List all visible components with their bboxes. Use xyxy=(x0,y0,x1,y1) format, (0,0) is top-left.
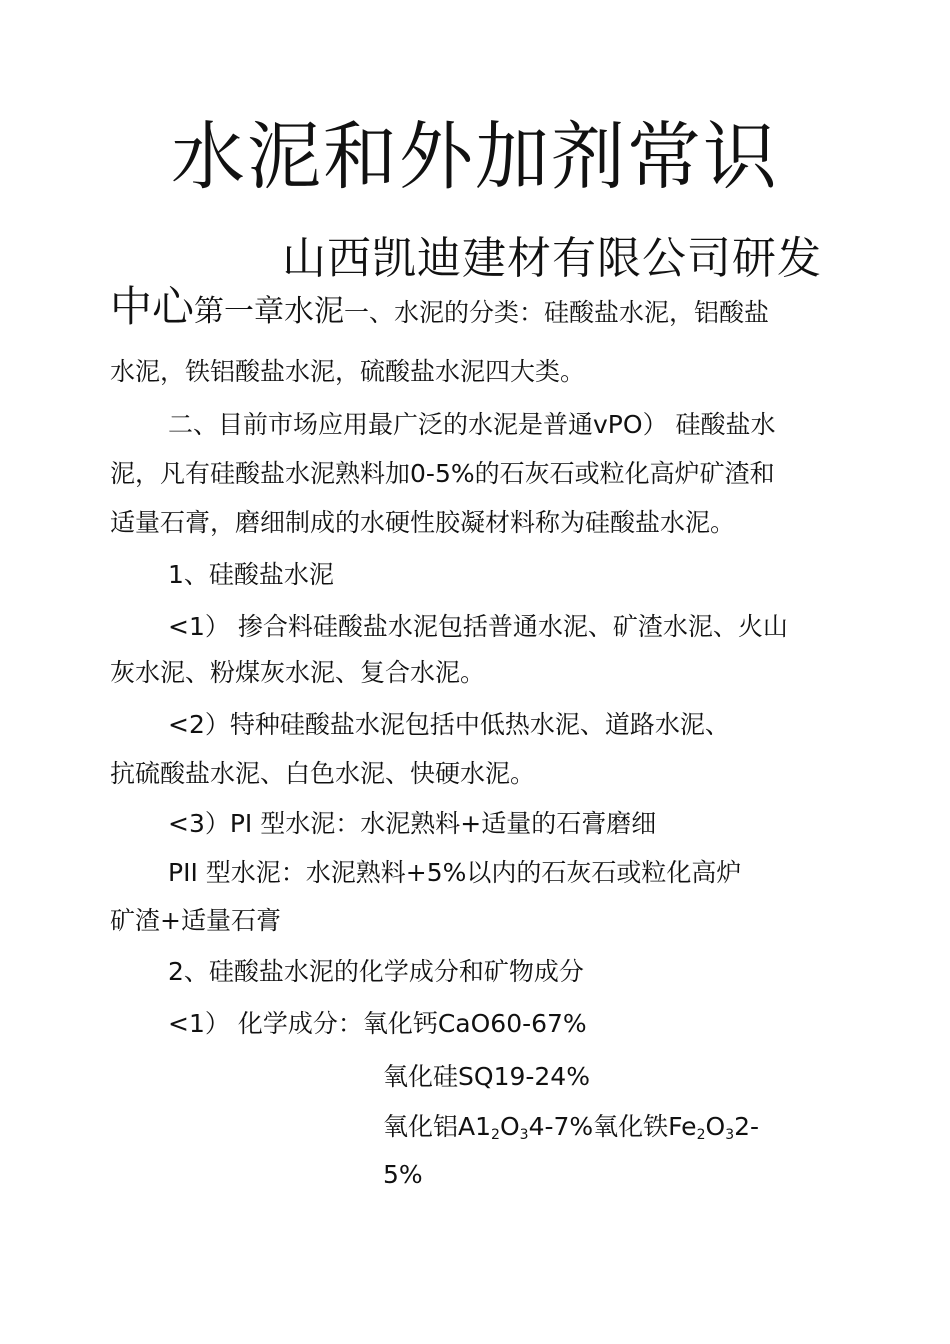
paragraph-2-line-3: 适量石膏，磨细制成的水硬性胶凝材料称为硅酸盐水泥。 xyxy=(110,508,736,537)
section-2-title: 、硅酸盐水泥的化学成分和矿物成分 xyxy=(183,957,584,986)
chemical-label-fe2o3: 氧化铁 xyxy=(593,1112,669,1141)
section-1-heading xyxy=(168,558,334,592)
chemical-formula-al2o3: $A1_2O_34-7\%$ xyxy=(458,1112,594,1143)
organization-name: 山西凯迪建材有限公司研发 xyxy=(282,233,822,284)
item-2-continuation: 抗硫酸盐水泥、白色水泥、快硬水泥。 xyxy=(110,759,536,788)
chemical-line-4: 5% xyxy=(383,1160,423,1189)
pii-tail: 以内的石灰石或粒化高炉 xyxy=(466,858,742,887)
item-1-line xyxy=(168,610,788,644)
chemical-formula-fe2o3: $Fe_2O_32-$ xyxy=(668,1112,760,1143)
document-title: 水泥和外加剂常识 xyxy=(171,114,779,200)
paragraph-2-text-end: 硅酸盐水 xyxy=(675,410,776,439)
paragraph-1-start: 一、水泥的分类：硅酸盐水泥，铝酸盐 xyxy=(344,298,770,327)
item-3-text: 型水泥：水泥熟料 xyxy=(260,809,461,838)
chapter-heading: 第一章水泥 xyxy=(194,294,345,329)
chemical-line-2 xyxy=(383,1060,590,1094)
paragraph-2-line-2 xyxy=(110,457,775,491)
chemical-label: 化学成分：氧化钙 xyxy=(237,1009,438,1038)
pii-text: 型水泥：水泥熟料+ xyxy=(205,858,427,887)
section-1-title: 、硅酸盐水泥 xyxy=(183,560,334,589)
chemical-line-1 xyxy=(168,1007,587,1041)
paragraph-2-line-1 xyxy=(168,408,776,442)
item-2-line xyxy=(168,708,730,742)
chemical-value-cao: CaO60-67% xyxy=(437,1009,587,1038)
chemical-label-al2o3: 氧化铝 xyxy=(383,1112,459,1141)
item-2-number: <2 xyxy=(168,710,205,739)
section-2-heading xyxy=(168,955,584,989)
chapter-line xyxy=(110,282,770,331)
paragraph-1-end: 水泥，铁铝酸盐水泥，硫酸盐水泥四大类。 xyxy=(110,357,586,386)
chemical-line-3 xyxy=(383,1110,759,1144)
chemical-number: <1） xyxy=(168,1009,230,1038)
item-1-continuation: 灰水泥、粉煤灰水泥、复合水泥。 xyxy=(110,658,486,687)
item-3-tail: 适量的石膏磨细 xyxy=(481,809,657,838)
item-1-number: <1） xyxy=(168,612,230,641)
section-2-number: 2 xyxy=(168,957,184,986)
section-1-number: 1 xyxy=(168,560,184,589)
item-3-line xyxy=(168,807,656,841)
paragraph-2-percent: 0-5% xyxy=(410,459,475,488)
item-2-text: ）特种硅酸盐水泥包括中低热水泥、道路水泥、 xyxy=(204,710,730,739)
pii-percent: 5% xyxy=(426,858,467,887)
chemical-value-sio2: SQ19-24% xyxy=(458,1062,590,1091)
organization-name-tail: 中心 xyxy=(110,282,195,331)
item-3-number: <3）PI xyxy=(168,809,253,838)
pii-continuation: 矿渣+适量石膏 xyxy=(110,906,281,935)
paragraph-2-code: vPO） xyxy=(593,410,668,439)
item-3-plus: + xyxy=(460,809,482,838)
paragraph-2-text-end: 的石灰石或粒化高炉矿渣和 xyxy=(474,459,775,488)
pii-label: PII xyxy=(168,858,198,887)
item-1-text: 掺合料硅酸盐水泥包括普通水泥、矿渣水泥、火山 xyxy=(237,612,788,641)
paragraph-2-text: 泥，凡有硅酸盐水泥熟料加 xyxy=(110,459,411,488)
pii-line xyxy=(168,856,741,890)
chemical-label-sio2: 氧化硅 xyxy=(383,1062,459,1091)
paragraph-2-text: 二、目前市场应用最广泛的水泥是普通 xyxy=(168,410,594,439)
